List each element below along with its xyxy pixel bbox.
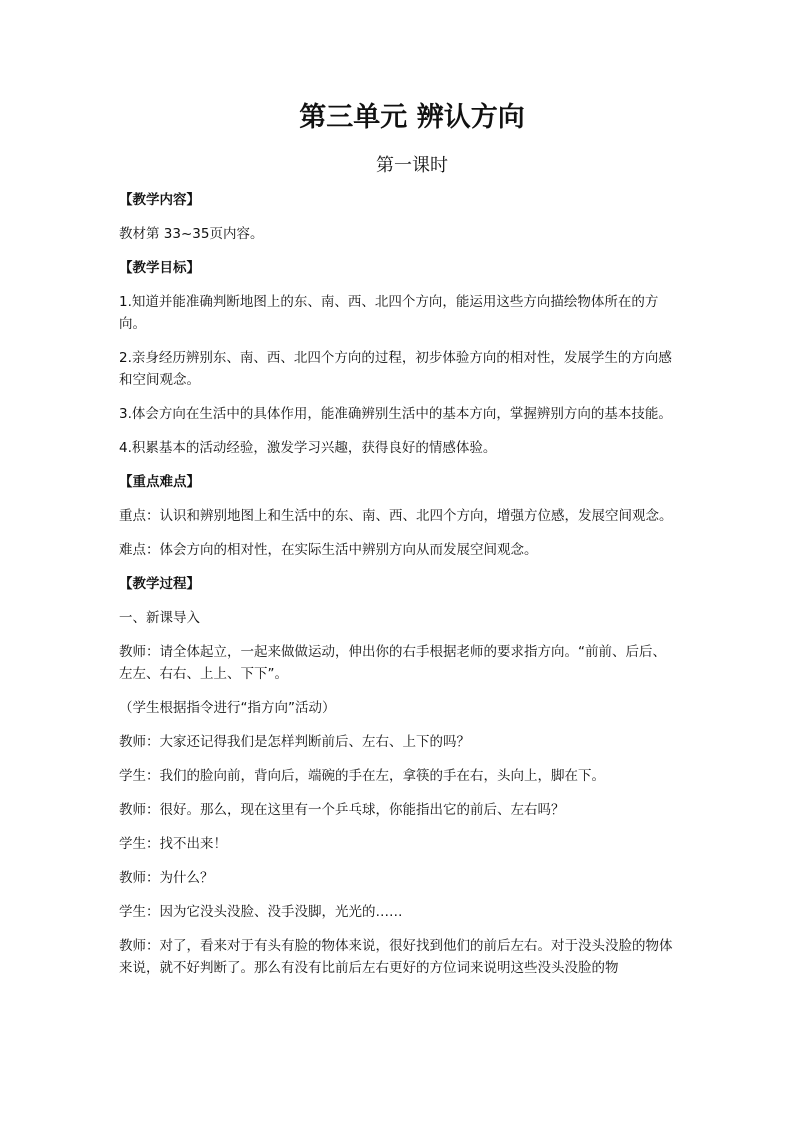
process-intro: 一、新课导入 (119, 610, 200, 626)
goal-item-1: 1.知道并能准确判断地图上的东、南、西、北四个方向，能运用这些方向描绘物体所在的方向。 (119, 294, 659, 332)
dialogue-line: （学生根据指令进行“指方向”活动） (119, 700, 336, 716)
goal-item-4: 4.积累基本的活动经验，激发学习兴趣，获得良好的情感体验。 (119, 440, 497, 456)
section-heading-content: 【教学内容】 (119, 192, 200, 208)
document-title: 第三单元 辨认方向 (299, 102, 525, 133)
dialogue-line: 教师：对了，看来对于有头有脸的物体来说，很好找到他们的前后左右。对于没头没脸的物体来说，就不好判断了。那么有没有比前后左右更好的方位词来说明这些没头没脸的物 (119, 938, 673, 976)
difficulty-text: 难点：体会方向的相对性，在实际生活中辨别方向从而发展空间观念。 (119, 542, 538, 558)
document-subtitle: 第一课时 (376, 155, 448, 176)
dialogue-line: 教师：为什么？ (119, 870, 214, 886)
goal-item-2: 2.亲身经历辨别东、南、西、北四个方向的过程，初步体验方向的相对性，发展学生的方向感和空间观念。 (119, 350, 672, 388)
dialogue-line: 教师：大家还记得我们是怎样判断前后、左右、上下的吗？ (119, 734, 470, 750)
goal-item-3: 3.体会方向在生活中的具体作用，能准确辨别生活中的基本方向，掌握辨别方向的基本技能。 (119, 406, 672, 422)
dialogue-line: 教师：很好。那么，现在这里有一个乒乓球，你能指出它的前后、左右吗？ (119, 802, 565, 818)
dialogue-line: 学生：我们的脸向前，背向后，端碗的手在左，拿筷的手在右，头向上，脚在下。 (119, 768, 605, 784)
section-heading-goals: 【教学目标】 (119, 260, 200, 276)
section-heading-process: 【教学过程】 (119, 576, 200, 592)
dialogue-line: 学生：找不出来！ (119, 836, 227, 852)
key-point-text: 重点：认识和辨别地图上和生活中的东、南、西、北四个方向，增强方位感，发展空间观念。 (119, 508, 673, 524)
dialogue-line: 教师：请全体起立，一起来做做运动，伸出你的右手根据老师的要求指方向。“前前、后后、左左、右右、上上、下下”。 (119, 644, 666, 682)
section-heading-key-points: 【重点难点】 (119, 474, 200, 490)
dialogue-line: 学生：因为它没头没脸、没手没脚，光光的…… (119, 904, 403, 920)
document-body (119, 100, 675, 979)
content-text: 教材第 33~35页内容。 (119, 226, 264, 242)
